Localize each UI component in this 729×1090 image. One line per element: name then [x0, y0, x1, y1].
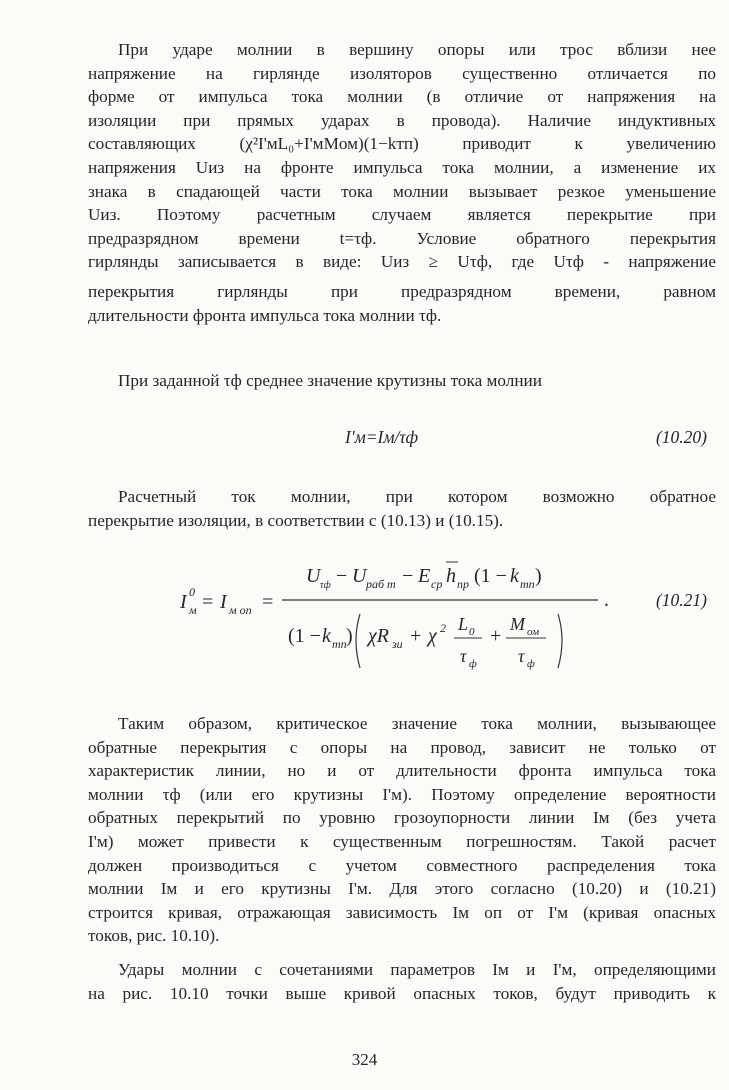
equation-number-10-20: (10.20) — [655, 427, 707, 447]
equation-10-21 — [180, 550, 640, 690]
svg-text:0: 0 — [189, 585, 195, 599]
svg-text:χR: χR — [368, 625, 390, 647]
text-line: напряжения Uиз на фронте импульса тока молнии, а изменение их — [88, 157, 716, 177]
svg-text:I: I — [180, 591, 187, 613]
svg-text:+: + — [410, 625, 422, 647]
svg-text:U: U — [306, 565, 321, 587]
svg-text:L: L — [458, 614, 469, 634]
svg-text:τф: τф — [320, 580, 331, 591]
svg-text:I: I — [220, 591, 227, 613]
svg-text:(1 −: (1 − — [288, 625, 321, 647]
equation-number-10-21: (10.21) — [655, 590, 707, 610]
svg-text:ср: ср — [431, 577, 443, 591]
svg-text:): ) — [346, 625, 353, 647]
text-line: I'м) может привести к существенным погрешностям. Такой расчет — [88, 831, 716, 851]
equation-10-20: I'м=Iм/τф — [345, 427, 419, 447]
svg-text:h: h — [446, 565, 456, 587]
text-line: напряжение на гирлянде изоляторов существенно отличается по — [88, 63, 716, 83]
text-line: Uиз. Поэтому расчетным случаем является перекрытие при — [88, 205, 716, 225]
text-line: изоляции при прямых ударах в провода). Наличие индуктивных — [88, 110, 716, 130]
paragraph-1 — [88, 38, 716, 327]
text-line: Таким образом, критическое значение тока молнии, вызывающее — [118, 714, 716, 733]
text-line: перекрытие изоляции, в соответствии с (10.13) и (10.15). — [88, 510, 504, 530]
text-line: При заданной τф среднее значение крутизны тока молнии — [118, 371, 542, 390]
text-line: составляющих (χ²I'мL₀+I'мMом)(1−kтп) приводит к увеличению — [88, 134, 716, 154]
text-line: на рис. 10.10 точки выше кривой опасных токов, будут приводить к — [88, 983, 716, 1003]
svg-text:.: . — [604, 589, 609, 611]
svg-text:+: + — [490, 625, 502, 647]
svg-text:−: − — [402, 565, 414, 587]
svg-text:пр: пр — [457, 577, 469, 591]
text-line: предразрядном времени t=τф. Условие обратного перекрытия — [88, 228, 716, 248]
svg-text:M: M — [510, 614, 525, 634]
svg-text:тп: тп — [332, 637, 347, 651]
svg-text:ом: ом — [527, 626, 540, 638]
paragraph-3 — [88, 485, 716, 532]
svg-text:U: U — [352, 565, 367, 587]
svg-text:ф: ф — [469, 658, 477, 670]
svg-text:τ: τ — [460, 646, 467, 666]
text-line: обратных перекрытий по уровню грозоупорности линии Iм (без учета — [88, 808, 716, 828]
svg-text:): ) — [535, 565, 542, 587]
paragraph-4 — [88, 712, 716, 948]
svg-text:=: = — [262, 591, 274, 613]
svg-text:зи: зи — [392, 637, 403, 651]
text-line: длительности фронта импульса тока молнии τф. — [88, 305, 442, 325]
svg-text:тп: тп — [520, 577, 535, 591]
text-line: знака в спадающей части тока молнии вызывает резкое уменьшение — [88, 181, 716, 201]
svg-text:=: = — [202, 591, 214, 613]
page-number: 324 — [351, 1050, 378, 1069]
text-line: перекрытия гирлянды при предразрядном времени, равном — [88, 281, 716, 301]
svg-text:0: 0 — [469, 626, 475, 638]
text-line: Расчетный ток молнии, при котором возможно обратное — [118, 487, 716, 506]
text-line: форме от импульса тока молнии (в отличие от напряжения на — [88, 87, 716, 107]
svg-text:2: 2 — [440, 621, 446, 635]
text-line: характеристик линии, но и от длительности фронта импульса тока — [88, 761, 716, 781]
svg-text:τ: τ — [518, 646, 525, 666]
text-line: молнии τф (или его крутизны I'м). Поэтому определение вероятности — [88, 784, 716, 804]
svg-text:−: − — [336, 565, 348, 587]
svg-text:(1 −: (1 − — [474, 565, 507, 587]
svg-text:E: E — [418, 565, 431, 587]
text-line: молнии Iм и его крутизны I'м. Для этого согласно (10.20) и (10.21) — [88, 879, 716, 899]
svg-text:м: м — [189, 603, 197, 617]
svg-text:раб т: раб т — [366, 577, 396, 591]
text-line: строится кривая, отражающая зависимость Iм оп от I'м (кривая опасных — [88, 902, 716, 922]
svg-text:ф: ф — [527, 658, 535, 670]
text-line: токов, рис. 10.10). — [88, 926, 220, 946]
svg-text:м оп: м оп — [229, 603, 252, 617]
text-line: гирлянды записывается в виде: Uиз ≥ Uτф, где Uτф - напряжение — [88, 252, 716, 272]
text-line: Удары молнии с сочетаниями параметров Iм и I'м, определяющими — [118, 960, 716, 979]
svg-text:k: k — [510, 565, 519, 587]
text-line: При ударе молнии в вершину опоры или трос вблизи нее — [118, 40, 716, 59]
text-line: должен производиться с учетом совместного распределения тока — [88, 855, 716, 875]
paragraph-2 — [88, 369, 716, 393]
paragraph-5 — [88, 958, 716, 1005]
svg-text:χ: χ — [428, 625, 437, 647]
text-line: обратные перекрытия с опоры на провод, зависит не только от — [88, 737, 716, 757]
svg-text:k: k — [322, 625, 331, 647]
